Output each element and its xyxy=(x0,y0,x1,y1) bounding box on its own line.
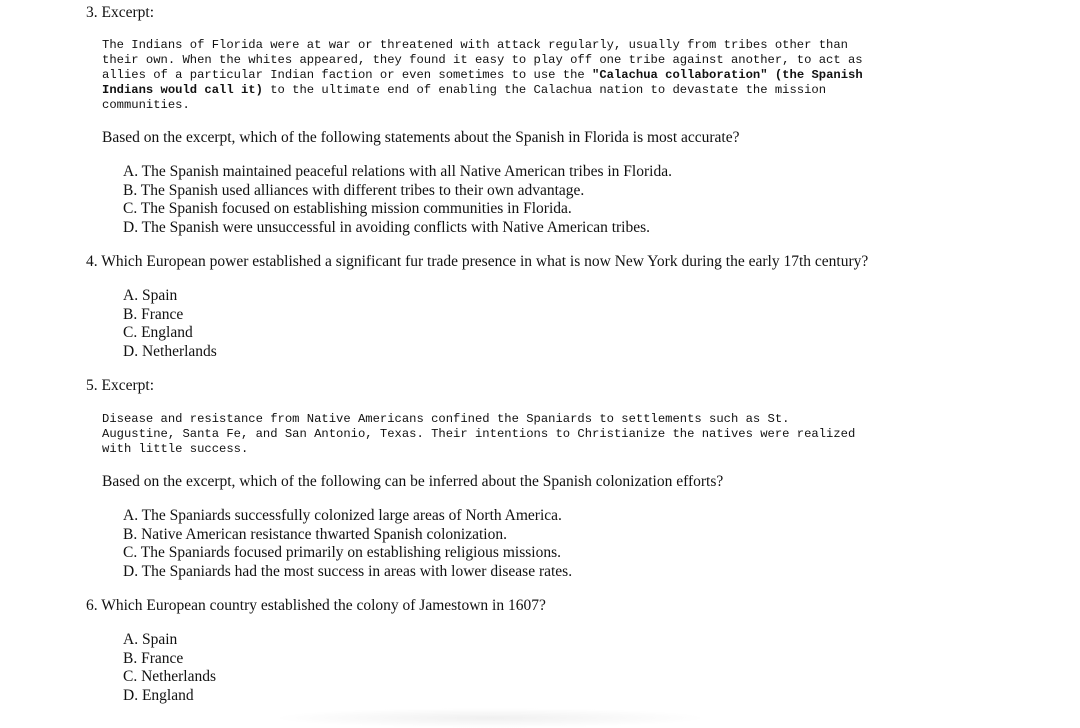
question-4-heading: 4. Which European power established a significant fur trade presence in what is now New York during the early 17th century? xyxy=(86,253,869,270)
answer-option-a[interactable]: A. Spain xyxy=(123,287,178,304)
answer-option-c[interactable]: C. England xyxy=(123,324,193,341)
excerpt-line xyxy=(102,83,932,98)
excerpt-text: allies of a particular Indian faction or even sometimes to use the xyxy=(102,68,593,82)
question-3-excerpt xyxy=(102,38,932,113)
answer-option-b[interactable]: B. France xyxy=(123,305,184,323)
excerpt-line xyxy=(102,68,932,83)
answer-option-a[interactable]: A. The Spaniards successfully colonized large areas of North America. xyxy=(123,507,562,524)
question-5-options xyxy=(123,507,572,581)
excerpt-line: communities. xyxy=(102,98,190,112)
excerpt-bold-text: Indians would call it) xyxy=(102,83,263,97)
answer-option-c[interactable]: C. The Spanish focused on establishing mission communities in Florida. xyxy=(123,200,572,217)
excerpt-line: The Indians of Florida were at war or threatened with attack regularly, usually from tribes other than xyxy=(102,38,848,52)
answer-option-a[interactable]: A. Spain xyxy=(123,631,178,648)
question-5-heading: 5. Excerpt: xyxy=(86,377,155,394)
question-4-options xyxy=(123,287,217,361)
answer-option-b[interactable]: B. France xyxy=(123,649,184,667)
answer-option-d[interactable]: D. The Spanish were unsuccessful in avoiding conflicts with Native American tribes. xyxy=(123,218,651,236)
answer-option-a[interactable]: A. The Spanish maintained peaceful relations with all Native American tribes in Florida. xyxy=(123,163,672,180)
excerpt-line: with little success. xyxy=(102,442,249,456)
answer-option-d[interactable]: D. Netherlands xyxy=(123,342,217,360)
answer-option-c[interactable]: C. Netherlands xyxy=(123,668,216,685)
answer-option-b[interactable]: B. Native American resistance thwarted Spanish colonization. xyxy=(123,525,507,543)
question-6-heading: 6. Which European country established the colony of Jamestown in 1607? xyxy=(86,597,546,614)
answer-option-b[interactable]: B. The Spanish used alliances with different tribes to their own advantage. xyxy=(123,181,585,199)
answer-option-c[interactable]: C. The Spaniards focused primarily on establishing religious missions. xyxy=(123,544,561,561)
excerpt-line: their own. When the whites appeared, they found it easy to play off one tribe against another, to act as xyxy=(102,53,863,67)
excerpt-line: Augustine, Santa Fe, and San Antonio, Texas. Their intentions to Christianize the natives were realized xyxy=(102,427,856,441)
question-3-heading: 3. Excerpt: xyxy=(86,4,155,21)
question-6-options xyxy=(123,631,216,705)
question-5-stem: Based on the excerpt, which of the following can be inferred about the Spanish colonization efforts? xyxy=(102,473,724,490)
question-3-stem: Based on the excerpt, which of the following statements about the Spanish in Florida is most accurate? xyxy=(102,129,740,146)
question-3-options xyxy=(123,163,672,237)
excerpt-text: to the ultimate end of enabling the Calachua nation to devastate the mission xyxy=(262,83,827,97)
question-5-excerpt xyxy=(102,412,932,457)
answer-option-d[interactable]: D. England xyxy=(123,686,194,704)
excerpt-line: Disease and resistance from Native Americans confined the Spaniards to settlements such as St. xyxy=(102,412,790,426)
answer-option-d[interactable]: D. The Spaniards had the most success in areas with lower disease rates. xyxy=(123,562,573,580)
page-edge-shadow xyxy=(270,708,710,728)
excerpt-bold-text: "Calachua collaboration" (the Spanish xyxy=(592,68,863,82)
